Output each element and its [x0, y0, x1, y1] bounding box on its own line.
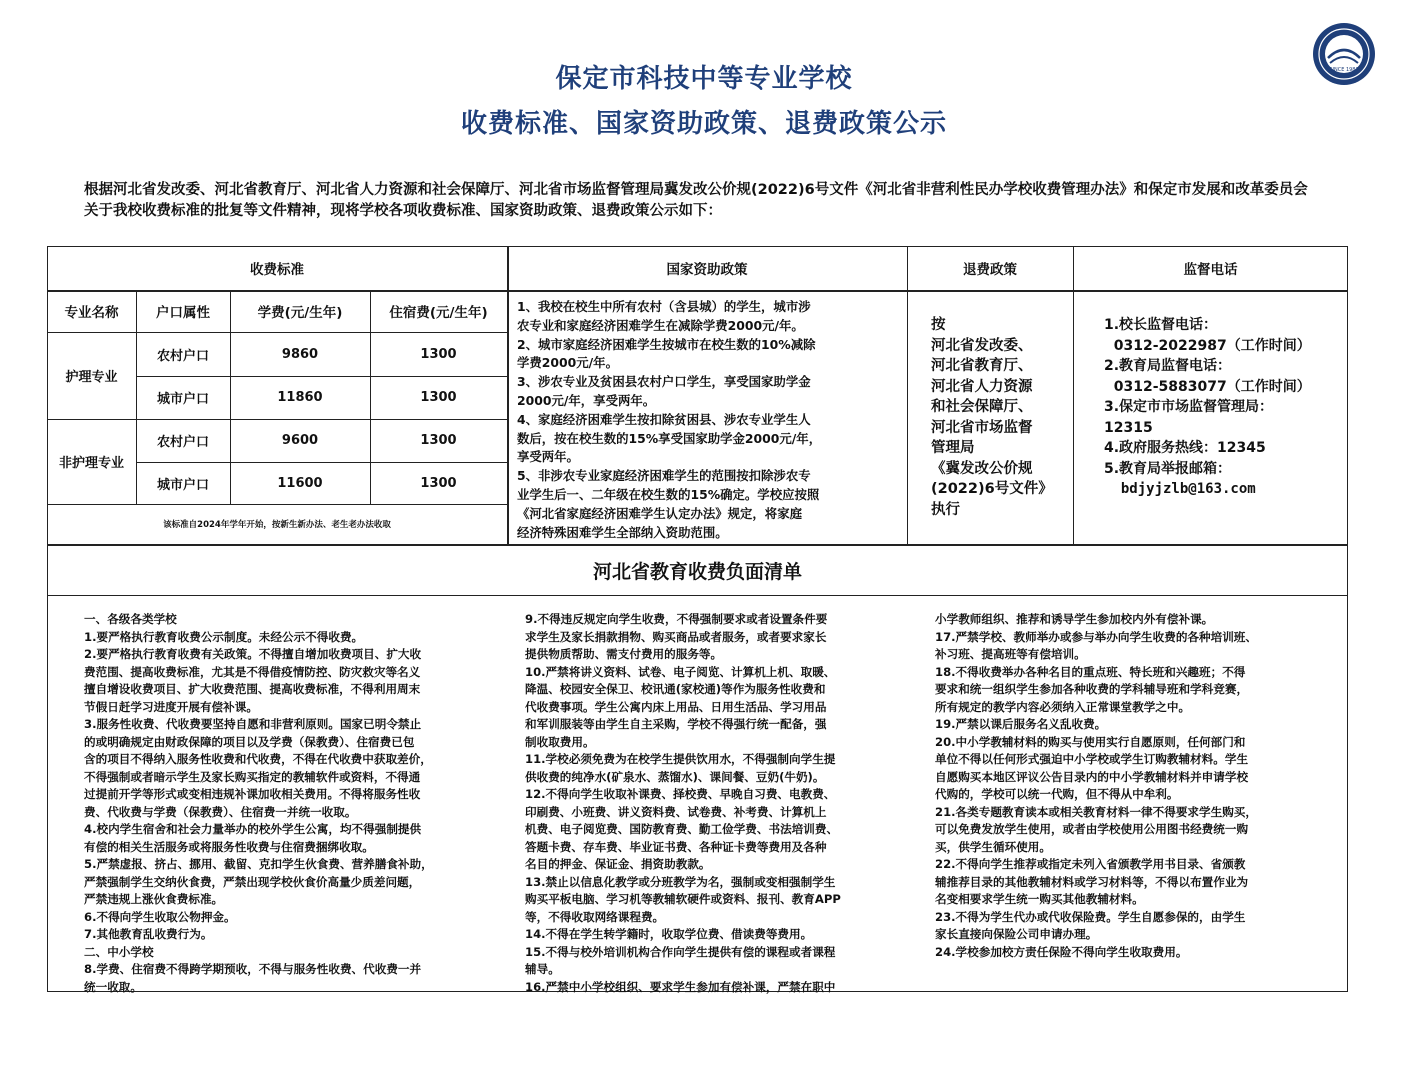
negative-list-item: 降温、校园安全保卫、校讯通(家校通)等作为服务性收费和 [525, 682, 826, 696]
hotline-line: 0312-2022987（工作时间） [1104, 337, 1311, 354]
negative-list-item: 不得强制或者暗示学生及家长购买指定的教辅软件或资料，不得通 [84, 769, 421, 784]
negative-list-col3 [935, 611, 1335, 961]
col-tuition-header: 学费(元/生年) [257, 305, 343, 321]
hotline-line: 2.教育局监督电话： [1104, 358, 1232, 374]
negative-list-col2 [525, 611, 910, 996]
negative-list-item: 辅导。 [525, 962, 560, 976]
refund-policy-line: 河北省发改委、 [931, 337, 1033, 354]
hotline-line: 3.保定市市场监督管理局： [1104, 399, 1274, 415]
aid-policy-line: 5、非涉农专业家庭经济困难学生的范围按扣除涉农专 [517, 468, 811, 484]
page-title: 保定市科技中等专业学校 [555, 64, 853, 94]
aid-policy-line: 4、家庭经济困难学生按扣除贫困县、涉农专业学生人 [517, 411, 811, 427]
table-row-hukou: 农村户口 [156, 435, 209, 450]
negative-list-item: 17.严禁学校、教师举办或参与举办向学生收费的各种培训班、 [935, 629, 1257, 644]
major-non-nursing: 非护理专业 [58, 456, 124, 471]
negative-list-item: 费范围、提高收费标准，尤其是不得借疫情防控、防灾救灾等名义 [84, 664, 421, 679]
negative-list-item: 含的项目不得纳入服务性收费和代收费，不得在代收费中获取差价， [84, 752, 432, 766]
hotline-header: 监督电话 [1183, 262, 1238, 278]
negative-list-item: 二、中小学校 [84, 944, 154, 959]
col-major-header: 专业名称 [64, 305, 119, 321]
negative-list-item: 7.其他教育乱收费行为。 [84, 927, 213, 941]
negative-list-item: 12.不得向学生收取补课费、择校费、早晚自习费、电教费、 [525, 787, 836, 801]
negative-list-item: 所有规定的教学内容必须纳入正常课堂教学之中。 [935, 699, 1191, 714]
tuition-value: 11600 [277, 475, 323, 491]
hotline-line: 5.教育局举报邮箱： [1104, 460, 1232, 477]
aid-policy-line: 享受两年。 [517, 449, 579, 465]
negative-list-col1 [84, 611, 514, 996]
negative-list-item: 求学生及家长捐款捐物、购买商品或者服务，或者要求家长 [525, 629, 827, 644]
aid-policy-line: 农专业和家庭经济困难学生在减除学费2000元/年。 [517, 317, 804, 333]
tuition-value: 11860 [277, 390, 323, 405]
negative-list-item: 补习班、提高班等有偿培训。 [935, 647, 1086, 661]
negative-list-item: 等，不得收取网络课程费。 [525, 909, 665, 924]
negative-list-item: 严禁违规上涨伙食费标准。 [84, 892, 224, 906]
negative-list-item: 13.禁止以信息化教学或分班教学为名，强制或变相强制学生 [525, 874, 836, 889]
negative-list-item: 名目的押金、保证金、捐资助教款。 [525, 857, 711, 871]
negative-list-item: 11.学校必须免费为在校学生提供饮用水，不得强制向学生提 [525, 752, 836, 766]
negative-list-item: 的或明确规定由财政保障的项目以及学费（保教费）、住宿费已包 [84, 734, 415, 749]
hotline-line: bdjyjzlb@163.com [1104, 481, 1256, 497]
aid-policy-line: 3、涉农专业及贫困县农村户口学生，享受国家助学金 [517, 374, 811, 390]
negative-list-item: 提供物质帮助、需支付费用的服务等。 [525, 647, 723, 661]
refund-header: 退费政策 [963, 262, 1017, 278]
negative-list-item: 可以免费发放学生使用，或者由学校使用公用图书经费统一购 [935, 822, 1249, 836]
negative-list-item: 有偿的相关生活服务或将服务性收费与住宿费捆绑收取。 [84, 839, 374, 854]
negative-list-item: 制收取费用。 [525, 734, 595, 749]
refund-policy-line: (2022)6号文件》 [931, 481, 1053, 497]
negative-list-item: 自愿购买本地区评议公告目录内的中小学教辅材料并申请学校 [935, 769, 1249, 784]
negative-list-item: 6.不得向学生收取公物押金。 [84, 909, 236, 924]
negative-list-item: 辅推荐目录的其他教辅材料或学习材料等，不得以布置作业为 [935, 874, 1249, 889]
negative-list-item: 擅自增设收费项目、扩大收费范围、提高收费标准，不得利用周末 [84, 682, 421, 696]
lodging-value: 1300 [420, 433, 457, 448]
refund-policy-line: 河北省教育厅、 [931, 358, 1033, 374]
negative-list-title: 河北省教育收费负面清单 [592, 560, 802, 583]
aid-header: 国家资助政策 [666, 262, 748, 278]
negative-list-item: 购买平板电脑、学习机等教辅软硬件或资料、报刊、教育APP [525, 892, 841, 906]
negative-list-item: 家长直接向保险公司申请办理。 [935, 927, 1098, 941]
negative-list-item: 严禁强制学生交纳伙食费，严禁出现学校伙食价高量少质差问题， [84, 874, 421, 889]
negative-list-item: 20.中小学教辅材料的购买与使用实行自愿原则，任何部门和 [935, 734, 1246, 749]
negative-list-item: 23.不得为学生代办或代收保险费。学生自愿参保的，由学生 [935, 909, 1246, 924]
refund-policy-line: 按 [931, 317, 946, 333]
col-hukou-header: 户口属性 [156, 305, 210, 321]
negative-list-item: 9.不得违反规定向学生收费，不得强制要求或者设置条件要 [525, 612, 828, 626]
negative-list-item: 18.不得收费举办各种名目的重点班、特长班和兴趣班；不得 [935, 664, 1246, 679]
refund-policy-line: 和社会保障厅、 [931, 399, 1033, 415]
negative-list-item: 5.严禁虚报、挤占、挪用、截留、克扣学生伙食费、营养膳食补助， [84, 857, 433, 871]
negative-list-item: 3.服务性收费、代收费要坚持自愿和非营利原则。国家已明令禁止 [84, 717, 422, 731]
negative-list-item: 19.严禁以课后服务名义乱收费。 [935, 717, 1107, 731]
aid-policy-line: 2、城市家庭经济困难学生按城市在校生数的10%减除 [517, 336, 816, 352]
aid-policy-line: 数后，按在校生数的15%享受国家助学金2000元/年， [517, 430, 822, 446]
aid-policy-line: 2000元/年，享受两年。 [517, 392, 656, 408]
refund-policy-line: 河北省人力资源 [931, 378, 1033, 395]
fee-section-header: 收费标准 [250, 262, 304, 278]
negative-list-item: 22.不得向学生推荐或指定未列入省颁教学用书目录、省颁教 [935, 857, 1246, 871]
negative-list-item: 1.要严格执行教育收费公示制度。未经公示不得收费。 [84, 629, 364, 644]
fee-note: 该标准自2024年学年开始，按新生新办法、老生老办法收取 [163, 520, 391, 530]
table-row-hukou: 农村户口 [156, 348, 209, 364]
refund-policy-line: 管理局 [931, 440, 975, 456]
negative-list-item: 机费、电子阅览费、国防教育费、勤工俭学费、书法培训费、 [525, 822, 839, 836]
aid-policy-line: 1、我校在校生中所有农村（含县城）的学生，城市涉 [517, 299, 811, 314]
lodging-value: 1300 [420, 346, 457, 362]
negative-list-item: 代收费事项。学生公寓内床上用品、日用生活品、学习用品 [525, 699, 827, 714]
negative-list-item: 统一收取。 [84, 979, 142, 994]
aid-policy-line: 经济特殊困难学生全部纳入资助范围。 [517, 524, 728, 540]
aid-policy-line: 学费2000元/年。 [517, 355, 618, 371]
hotline-line: 0312-5883077（工作时间） [1104, 378, 1311, 395]
table-row-hukou: 城市户口 [156, 392, 209, 407]
negative-list-item: 10.严禁将讲义资料、试卷、电子阅览、计算机上机、取暖、 [525, 664, 836, 679]
negative-list-item: 4.校内学生宿舍和社会力量举办的校外学生公寓，均不得强制提供 [84, 822, 422, 836]
negative-list-item: 21.各类专题教育读本或相关教育材料一律不得要求学生购买， [935, 804, 1257, 819]
aid-policy-line: 《河北省家庭经济困难学生认定办法》规定，将家庭 [517, 505, 802, 521]
aid-policy-line: 业学生后一、二年级在校生数的15%确定。学校应按照 [517, 486, 820, 502]
negative-list-item: 15.不得与校外培训机构合作向学生提供有偿的课程或者课程 [525, 944, 836, 959]
negative-list-item: 名变相要求学生统一购买其他教辅材料。 [935, 892, 1144, 906]
tuition-value: 9600 [281, 433, 319, 448]
major-nursing: 护理专业 [65, 370, 118, 385]
refund-policy-text [931, 315, 1071, 520]
negative-list-item: 代购的，学校可以统一代购，但不得从中牟利。 [935, 787, 1179, 801]
hotline-text [1104, 315, 1344, 500]
negative-list-item: 供收费的纯净水(矿泉水、蒸馏水)、课间餐、豆奶(牛奶)。 [525, 769, 825, 784]
negative-list-item: 和军训服装等由学生自主采购，学校不得强行统一配备，强 [525, 717, 827, 731]
negative-list-item: 8.学费、住宿费不得跨学期预收，不得与服务性收费、代收费一并 [84, 962, 422, 976]
tuition-value: 9860 [281, 346, 319, 362]
negative-list-item: 费、代收费与学费（保教费）、住宿费一并统一收取。 [84, 804, 357, 819]
negative-list-item: 过提前开学等形式或变相违规补课加收相关费用。不得将服务性收 [84, 787, 421, 801]
hotline-line: 1.校长监督电话： [1104, 317, 1218, 333]
negative-list-item: 16.严禁中小学校组织、要求学生参加有偿补课，严禁在职中 [525, 979, 836, 994]
negative-list-item: 24.学校参加校方责任保险不得向学生收取费用。 [935, 944, 1188, 959]
negative-list-item: 节假日赶学习进度开展有偿补课。 [84, 699, 258, 714]
refund-policy-line: 河北省市场监督 [931, 419, 1033, 436]
negative-list-item: 买，供学生循环使用。 [935, 839, 1051, 854]
negative-list-item: 单位不得以任何形式强迫中小学校或学生订购教辅材料。学生 [935, 752, 1249, 766]
hotline-line: 12315 [1104, 419, 1153, 436]
hotline-line: 4.政府服务热线：12345 [1104, 440, 1266, 456]
aid-policy-text [517, 298, 901, 542]
refund-policy-line: 《冀发改公价规 [931, 460, 1033, 477]
col-lodging-header: 住宿费(元/生年) [389, 305, 488, 321]
lodging-value: 1300 [420, 475, 457, 491]
negative-list-item: 答题卡费、存车费、毕业证书费、各种证卡费等费用及各种 [525, 839, 827, 854]
table-row-hukou: 城市户口 [156, 477, 209, 493]
page-subtitle: 收费标准、国家资助政策、退费政策公示 [460, 109, 947, 139]
negative-list-item: 要求和统一组织学生参加各种收费的学科辅导班和学科竞赛， [935, 682, 1249, 696]
negative-list-item: 小学教师组织、推荐和诱导学生参加校内外有偿补课。 [935, 612, 1214, 626]
negative-list-item: 2.要严格执行教育收费有关政策。不得擅自增加收费项目、扩大收 [84, 647, 422, 661]
logo-since-text: SINCE 1981 [1329, 67, 1359, 73]
negative-list-item: 印刷费、小班费、讲义资料费、试卷费、补考费、计算机上 [525, 804, 827, 819]
negative-list-item: 14.不得在学生转学籍时，收取学位费、借读费等费用。 [525, 927, 813, 941]
negative-list-item: 一、各级各类学校 [84, 612, 177, 626]
refund-policy-line: 执行 [931, 501, 960, 518]
intro-paragraph: 根据河北省发改委、河北省教育厅、河北省人力资源和社会保障厅、河北省市场监督管理局冀发改公价规(2022)6号文件《河北省非营利性民办学校收费管理办法》和保定市发展和改革委员会关于我校收费标准的批复等文件精神，现将学校各项收费标准、国家资助政策、退费政策公示如下： [84, 182, 1308, 219]
lodging-value: 1300 [420, 390, 457, 405]
